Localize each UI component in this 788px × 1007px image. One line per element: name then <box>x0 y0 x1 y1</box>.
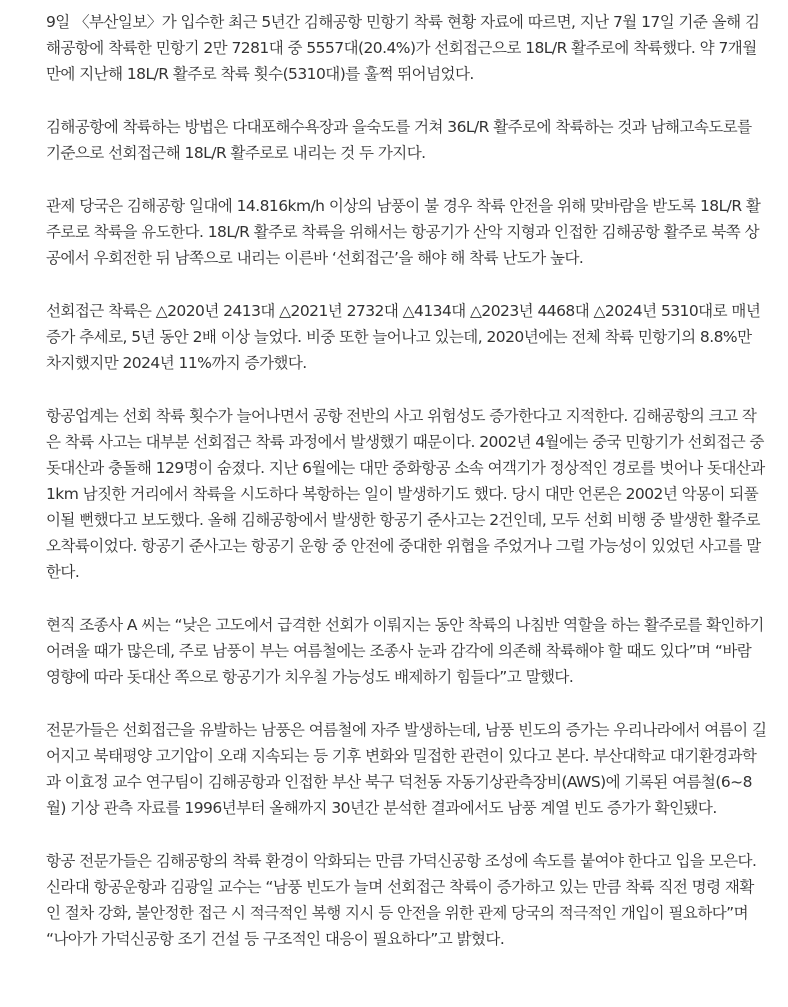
article-paragraph: 항공 전문가들은 김해공항의 착륙 환경이 악화되는 만큼 가덕신공항 조성에 속도를 붙여야 한다고 입을 모은다. 신라대 항공운항과 김광일 교수는 “남풍 빈도가 늘며 선회접근 착륙이 증가하고 있는 만큼 착륙 직전 명령 재확인 절차 강화, 불안정한 접근 시 적극적인 복행 지시 등 안전을 위한 관제 당국의 적극적인 개입이 필요하다”며 “나아가 가덕신공항 조기 건설 등 구조적인 대응이 필요하다”고 밝혔다. <box>46 852 757 948</box>
article-paragraph: 전문가들은 선회접근을 유발하는 남풍은 여름철에 자주 발생하는데, 남풍 빈도의 증가는 우리나라에서 여름이 길어지고 북태평양 고기압이 오래 지속되는 등 기후 변화와 밀접한 관련이 있다고 본다. 부산대학교 대기환경과학과 이효정 교수 연구팀이 김해공항과 인접한 부산 북구 덕천동 자동기상관측장비(AWS)에 기록된 여름철(6~8월) 기상 관측 자료를 1996년부터 올해까지 30년간 분석한 결과에서도 남풍 계열 빈도 증가가 확인됐다. <box>46 721 767 817</box>
article-paragraph: 김해공항에 착륙하는 방법은 다대포해수욕장과 을숙도를 거쳐 36L/R 활주로에 착륙하는 것과 남해고속도로를 기준으로 선회접근해 18L/R 활주로로 내리는 것 두 가지다. <box>46 118 752 162</box>
article-paragraph: 관제 당국은 김해공항 일대에 14.816km/h 이상의 남풍이 불 경우 착륙 안전을 위해 맞바람을 받도록 18L/R 활주로로 착륙을 유도한다. 18L/R 활주로 착륙을 위해서는 항공기가 산악 지형과 인접한 김해공항 활주로 북쪽 상공에서 우회전한 뒤 남쪽으로 내리는 이른바 ‘선회접근’을 해야 해 착륙 난도가 높다. <box>46 197 761 267</box>
article-paragraph: 항공업계는 선회 착륙 횟수가 늘어나면서 공항 전반의 사고 위험성도 증가한다고 지적한다. 김해공항의 크고 작은 착륙 사고는 대부분 선회접근 착륙 과정에서 발생했기 때문이다. 2002년 4월에는 중국 민항기가 선회접근 중 돗대산과 충돌해 129명이 숨졌다. 지난 6월에는 대만 중화항공 소속 여객기가 정상적인 경로를 벗어나 돗대산과 1km 남짓한 거리에서 착륙을 시도하다 복항하는 일이 발생하기도 했다. 당시 대만 언론은 2002년 악몽이 되풀이될 뻔했다고 보도했다. 올해 김해공항에서 발생한 항공기 준사고는 2건인데, 모두 선회 비행 중 발생한 활주로 오착륙이었다. 항공기 준사고는 항공기 운항 중 안전에 중대한 위협을 주었거나 그럴 가능성이 있었던 사고를 말한다. <box>46 407 765 581</box>
article-paragraph: 현직 조종사 A 씨는 “낮은 고도에서 급격한 선회가 이뤄지는 동안 착륙의 나침반 역할을 하는 활주로를 확인하기 어려울 때가 많은데, 주로 남풍이 부는 여름철에는 조종사 눈과 감각에 의존해 착륙해야 할 때도 있다”며 “바람 영향에 따라 돗대산 쪽으로 항공기가 치우칠 가능성도 배제하기 힘들다”고 말했다. <box>46 616 764 686</box>
article-paragraph: 선회접근 착륙은 △2020년 2413대 △2021년 2732대 △4134대 △2023년 4468대 △2024년 5310대로 매년 증가 추세로, 5년 동안 2배 이상 늘었다. 비중 또한 늘어나고 있는데, 2020년에는 전체 착륙 민항기의 8.8%만 차지했지만 2024년 11%까지 증가했다. <box>46 302 761 372</box>
article-paragraph: 9일 〈부산일보〉가 입수한 최근 5년간 김해공항 민항기 착륙 현황 자료에 따르면, 지난 7월 17일 기준 올해 김해공항에 착륙한 민항기 2만 7281대 중 5557대(20.4%)가 선회접근으로 18L/R 활주로에 착륙했다. 약 7개월 만에 지난해 18L/R 활주로 착륙 횟수(5310대)를 훌쩍 뛰어넘었다. <box>46 13 760 83</box>
